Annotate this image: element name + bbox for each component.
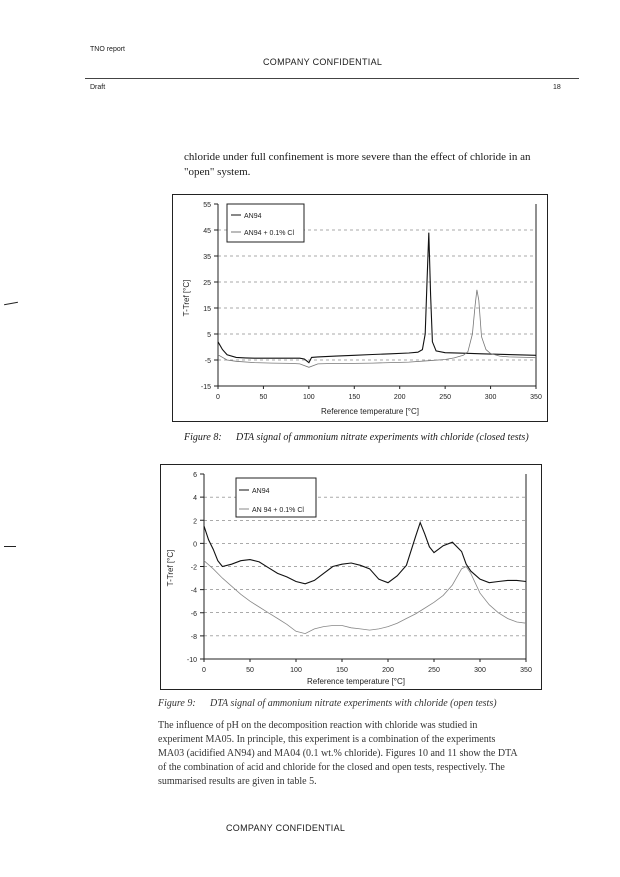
y-tick-label: -5 <box>204 358 211 365</box>
scan-mark <box>4 302 18 305</box>
caption-text: DTA signal of ammonium nitrate experiments with chloride (closed tests) <box>236 432 529 443</box>
series-line <box>204 561 526 634</box>
report-label: TNO report <box>90 46 126 53</box>
x-tick-label: 300 <box>484 394 497 401</box>
y-tick-label: 35 <box>203 254 211 261</box>
y-tick-label: 0 <box>193 541 197 549</box>
y-tick-label: 45 <box>203 228 211 235</box>
x-tick-label: 100 <box>303 394 315 401</box>
caption-text: DTA signal of ammonium nitrate experiments with chloride (open tests) <box>210 698 497 709</box>
x-tick-label: 200 <box>382 667 394 674</box>
caption-number: Figure 9: <box>158 698 196 709</box>
confidential-header: COMPANY CONFIDENTIAL <box>263 57 383 67</box>
series-line <box>218 233 536 363</box>
legend-label: AN 94 + 0.1% Cl <box>252 507 304 514</box>
x-tick-label: 150 <box>336 667 348 674</box>
x-tick-label: 150 <box>348 394 361 401</box>
y-tick-label: 15 <box>203 306 211 313</box>
y-axis-label: T-Tref [°C] <box>166 549 175 587</box>
figure-9-caption <box>158 698 497 709</box>
legend-label: AN94 + 0.1% Cl <box>244 230 294 237</box>
body-paragraph: The influence of pH on the decomposition reaction with chloride was studied in experiment MA05. In principle, this experiment is a combination of the experiments MA03 (acidified AN94) and MA04 (0.1 wt.% chloride). Figures 10 and 11 show the DTA of the combination of acid and chloride for the closed and open tests, respectively. The summarised results are given in table 5. <box>158 720 518 787</box>
series-line <box>218 290 536 368</box>
y-tick-label: -15 <box>200 384 211 391</box>
x-tick-label: 200 <box>393 394 406 401</box>
scan-mark <box>4 546 16 547</box>
y-tick-label: 5 <box>207 332 211 339</box>
x-tick-label: 350 <box>520 667 532 674</box>
x-tick-label: 50 <box>259 394 268 401</box>
y-tick-label: -2 <box>190 564 197 572</box>
chart-frame <box>161 465 542 690</box>
figure-8-chart <box>172 194 548 422</box>
page-number: 18 <box>553 84 561 91</box>
y-tick-label: 6 <box>193 472 197 479</box>
y-tick-label: -6 <box>190 610 197 618</box>
header-rule <box>85 78 579 79</box>
x-tick-label: 50 <box>246 667 254 674</box>
y-tick-label: -8 <box>190 633 197 641</box>
x-tick-label: 250 <box>428 667 440 674</box>
y-axis-label: T-Tref [°C] <box>182 279 191 317</box>
x-tick-label: 0 <box>202 667 206 674</box>
x-tick-label: 100 <box>290 667 302 674</box>
y-tick-label: 25 <box>203 280 211 287</box>
series-line <box>204 523 526 584</box>
figure-8-caption <box>184 432 529 443</box>
legend-label: AN94 <box>252 488 270 495</box>
confidential-footer: COMPANY CONFIDENTIAL <box>226 823 346 833</box>
y-tick-label: 2 <box>193 518 197 526</box>
draft-label: Draft <box>90 84 106 91</box>
y-tick-label: -10 <box>186 657 197 664</box>
intro-text: chloride under full confinement is more severe than the effect of chloride in an "open" system. <box>184 151 531 178</box>
legend-label: AN94 <box>244 213 262 220</box>
x-axis-label: Reference temperature [°C] <box>321 407 419 416</box>
y-tick-label: -4 <box>190 587 197 595</box>
y-tick-label: 4 <box>193 495 197 503</box>
x-tick-label: 350 <box>530 394 542 401</box>
y-tick-label: 55 <box>203 202 211 209</box>
x-tick-label: 0 <box>216 394 220 401</box>
x-tick-label: 250 <box>439 394 451 401</box>
caption-number: Figure 8: <box>184 432 222 443</box>
x-tick-label: 300 <box>474 667 486 674</box>
figure-9-chart <box>160 464 542 690</box>
x-axis-label: Reference temperature [°C] <box>307 677 405 686</box>
